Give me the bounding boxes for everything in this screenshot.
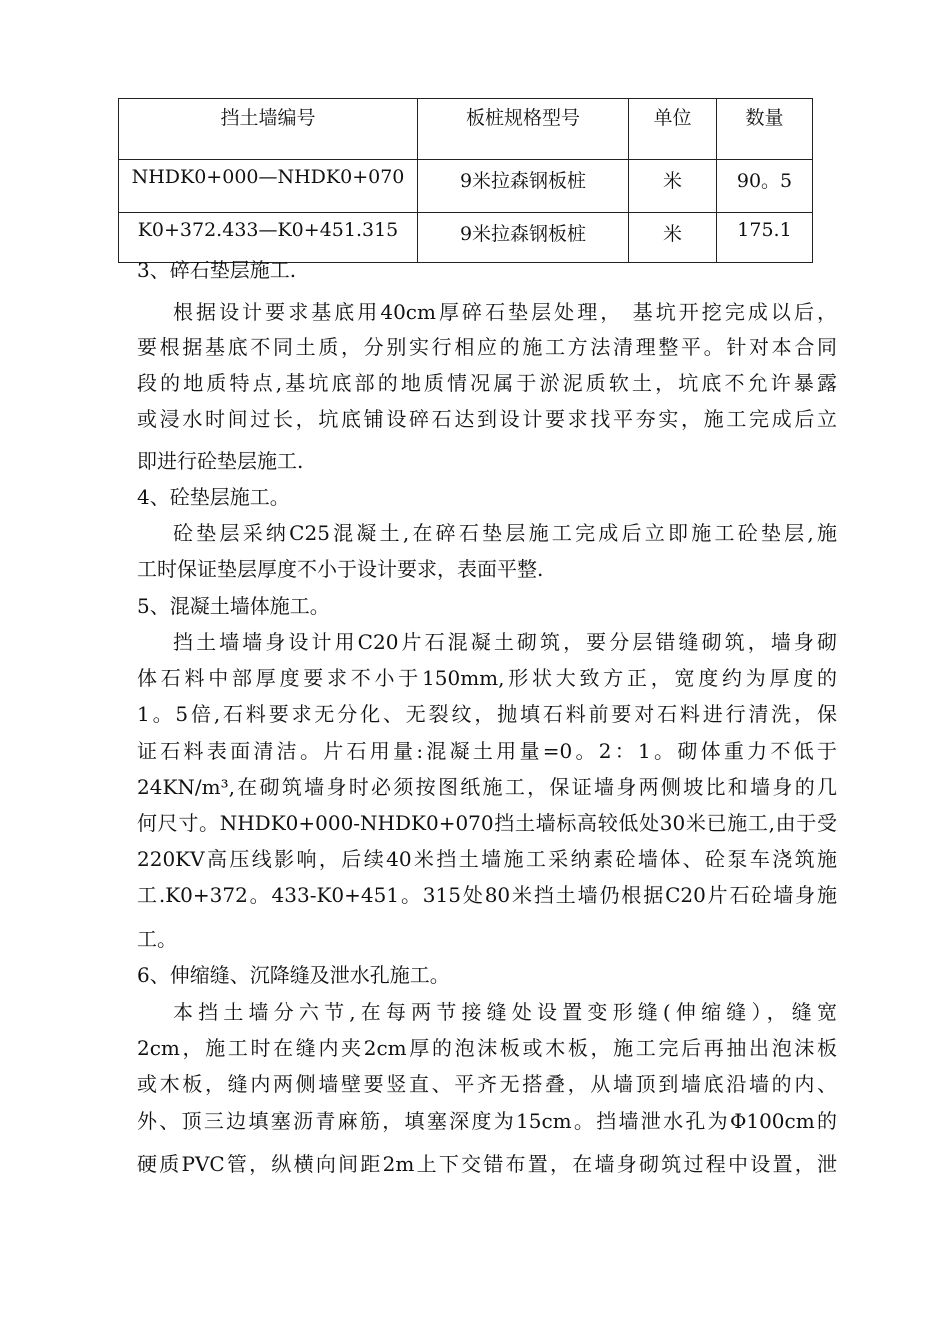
cell-quantity: 90。5 bbox=[717, 160, 813, 213]
section-heading: 6、伸缩缝、沉降缝及泄水孔施工。 bbox=[137, 963, 450, 987]
cell-unit: 米 bbox=[629, 213, 717, 263]
header-unit: 单位 bbox=[629, 99, 717, 160]
header-pile-spec: 板桩规格型号 bbox=[418, 99, 629, 160]
paragraph-line: 段的地质特点,基坑底部的地质情况属于淤泥质软土，坑底不允许暴露 bbox=[137, 371, 837, 395]
paragraph-line: 外、顶三边填塞沥青麻筋，填塞深度为15cm。挡墙泄水孔为Φ100cm的 bbox=[137, 1109, 837, 1133]
cell-unit: 米 bbox=[629, 160, 717, 213]
section-heading: 4、砼垫层施工。 bbox=[137, 485, 290, 509]
paragraph-line: 要根据基底不同土质，分别实行相应的施工方法清理整平。针对本合同 bbox=[137, 335, 837, 359]
section-heading: 3、碎石垫层施工. bbox=[137, 258, 297, 282]
table-row bbox=[119, 160, 813, 213]
paragraph-line: 工.K0+372。433-K0+451。315处80米挡土墙仍根据C20片石砼墙身施 bbox=[137, 883, 837, 907]
paragraph-line: 或木板，缝内两侧墙壁要竖直、平齐无搭叠，从墙顶到墙底沿墙的内、 bbox=[137, 1072, 837, 1096]
paragraph-line: 即进行砼垫层施工. bbox=[137, 449, 304, 473]
cell-quantity: 175.1 bbox=[717, 213, 813, 263]
paragraph-line: 2cm，施工时在缝内夹2cm厚的泡沫板或木板，施工完后再抽出泡沫板 bbox=[137, 1036, 837, 1060]
header-quantity: 数量 bbox=[717, 99, 813, 160]
paragraph-line: 工时保证垫层厚度不小于设计要求，表面平整. bbox=[137, 557, 544, 581]
table-row bbox=[119, 213, 813, 263]
table-header-row bbox=[119, 99, 813, 160]
paragraph-line: 硬质PVC管，纵横向间距2m上下交错布置，在墙身砌筑过程中设置，泄 bbox=[137, 1152, 837, 1176]
section-heading: 5、混凝土墙体施工。 bbox=[137, 594, 330, 618]
paragraph-line: 工。 bbox=[137, 927, 177, 951]
paragraph-line: 24KN/m³,在砌筑墙身时必须按图纸施工，保证墙身两侧坡比和墙身的几 bbox=[137, 775, 837, 799]
cell-pile-spec: 9米拉森钢板桩 bbox=[418, 160, 629, 213]
cell-wall-number: NHDK0+000—NHDK0+070 bbox=[119, 160, 418, 213]
paragraph-line: 1。5倍,石料要求无分化、无裂纹，抛填石料前要对石料进行清洗，保 bbox=[137, 702, 837, 726]
paragraph-line: 砼垫层采纳C25混凝土,在碎石垫层施工完成后立即施工砼垫层,施 bbox=[173, 521, 837, 545]
paragraph-line: 根据设计要求基底用40cm厚碎石垫层处理， 基坑开挖完成以后， bbox=[173, 300, 837, 324]
cell-pile-spec: 9米拉森钢板桩 bbox=[418, 213, 629, 263]
paragraph-line: 220KV高压线影响，后续40米挡土墙施工采纳素砼墙体、砼泵车浇筑施 bbox=[137, 847, 837, 871]
paragraph-line: 何尺寸。NHDK0+000-NHDK0+070挡土墙标高较低处30米已施工,由于受 bbox=[137, 811, 837, 835]
paragraph-line: 本挡土墙分六节,在每两节接缝处设置变形缝(伸缩缝），缝宽 bbox=[173, 1000, 837, 1024]
paragraph-line: 证石料表面清洁。片石用量:混凝土用量=0。2：1。砌体重力不低于 bbox=[137, 739, 837, 763]
pile-spec-table bbox=[118, 98, 813, 263]
cell-wall-number: K0+372.433—K0+451.315 bbox=[119, 213, 418, 263]
paragraph-line: 体石料中部厚度要求不小于150mm,形状大致方正，宽度约为厚度的 bbox=[137, 666, 837, 690]
paragraph-line: 挡土墙墙身设计用C20片石混凝土砌筑，要分层错缝砌筑，墙身砌 bbox=[173, 630, 837, 654]
header-wall-number: 挡土墙编号 bbox=[119, 99, 418, 160]
paragraph-line: 或浸水时间过长，坑底铺设碎石达到设计要求找平夯实，施工完成后立 bbox=[137, 407, 837, 431]
